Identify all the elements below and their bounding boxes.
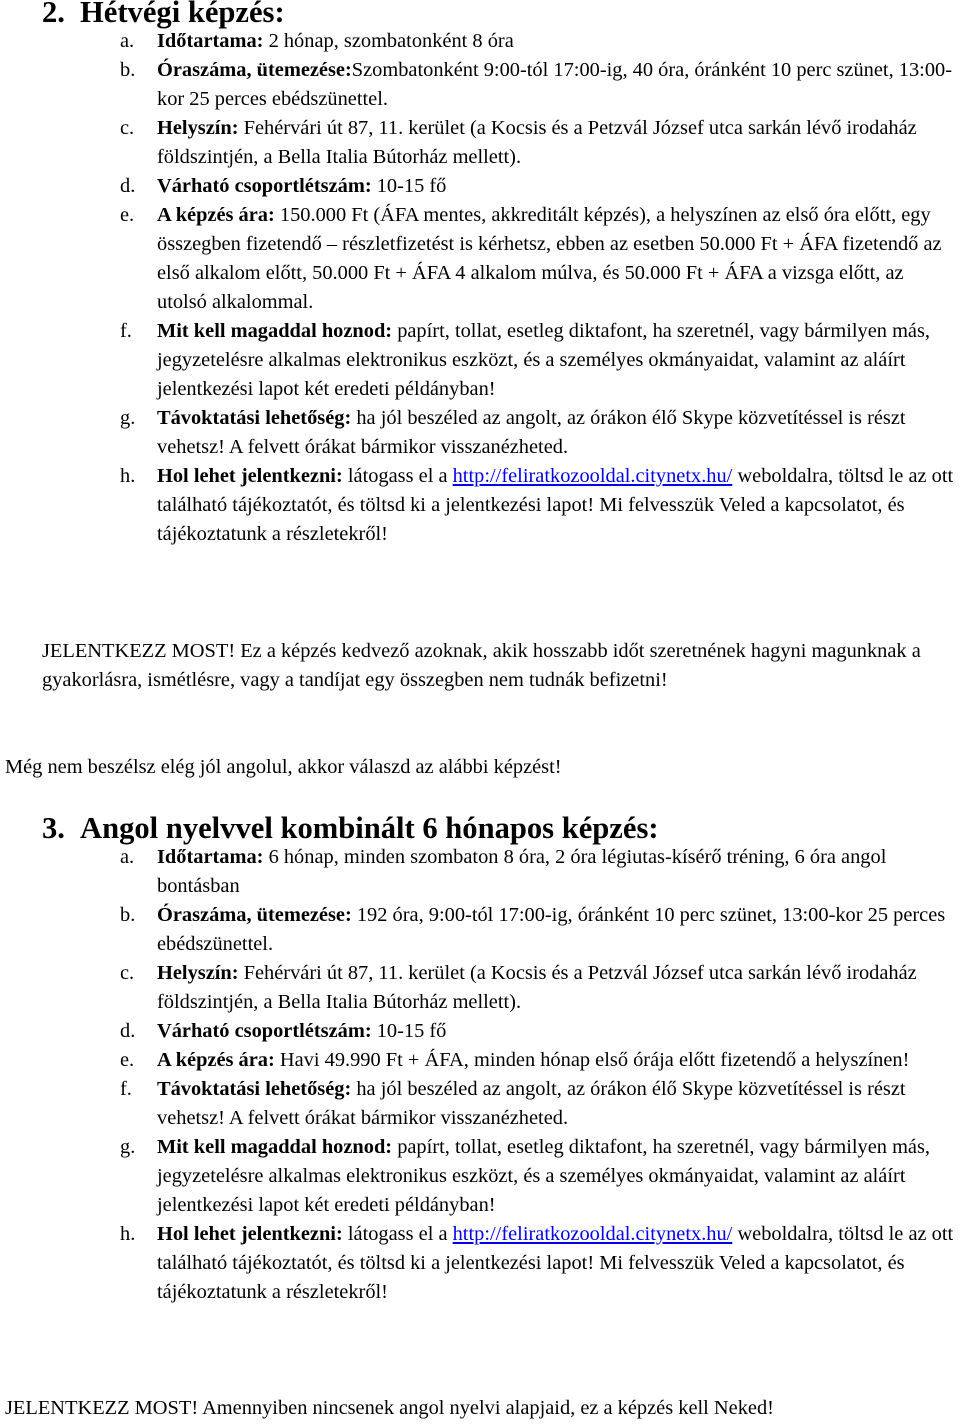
item-marker: d. bbox=[120, 1020, 136, 1042]
list-item bbox=[0, 56, 957, 114]
item-text: Havi 49.990 Ft + ÁFA, minden hónap első órája előtt fizetendő a helyszínen! bbox=[274, 1049, 910, 1071]
list-item bbox=[0, 843, 957, 901]
list-item bbox=[0, 1017, 957, 1046]
list-item bbox=[0, 901, 957, 959]
list-item bbox=[0, 201, 957, 317]
item-text: ha jól beszéled az angolt, az órákon élő Skype közvetítéssel is részt vehetsz! A felvett órákat bármikor visszanézheted. bbox=[157, 1078, 906, 1129]
item-marker: d. bbox=[120, 175, 136, 197]
item-label: Helyszín: bbox=[157, 117, 239, 139]
item-label: Hol lehet jelentkezni: bbox=[157, 1223, 343, 1245]
item-label: Időtartama: bbox=[157, 846, 264, 868]
item-marker: g. bbox=[120, 1136, 136, 1158]
final-call-to-action: JELENTKEZZ MOST! Amennyiben nincsenek angol nyelvi alapjaid, ez a képzés kell Neked! bbox=[5, 1397, 774, 1419]
call-to-action-paragraph: JELENTKEZZ MOST! Ez a képzés kedvező azoknak, akik hosszabb időt szeretnének hagyni magunknak a gyakorlásra, ismétlésre, vagy a tandíjat egy összegben nem tudnák befizetni! bbox=[42, 640, 921, 691]
item-marker: b. bbox=[120, 904, 136, 926]
item-label: A képzés ára: bbox=[157, 204, 275, 226]
section-3-list bbox=[0, 843, 957, 1307]
item-text: ha jól beszéled az angolt, az órákon élő Skype közvetítéssel is részt vehetsz! A felvett órákat bármikor visszanézheted. bbox=[157, 407, 906, 458]
item-text: Szombatonként 9:00-tól 17:00-ig, 40 óra, óránként 10 perc szünet, 13:00-kor 25 perces ebédszünettel. bbox=[157, 59, 953, 110]
item-text: 10-15 fő bbox=[371, 1020, 447, 1042]
item-text: 150.000 Ft (ÁFA mentes, akkreditált képzés), a helyszínen az első óra előtt, egy összegben fizetendő – részletfizetést is kérhetsz, ebben az esetben 50.000 Ft + ÁFA fizetendő az első alkalom előtt, 50.000 Ft + ÁFA 4 alkalom múlva, és 50.000 Ft + ÁFA a vizsga előtt, az utolsó alkalommal. bbox=[157, 204, 942, 313]
signup-link[interactable]: http://feliratkozooldal.citynetx.hu/ bbox=[452, 1223, 733, 1245]
list-item bbox=[0, 959, 957, 1017]
item-text: Fehérvári út 87, 11. kerület (a Kocsis és a Petzvál József utca sarkán lévő irodaház földszintjén, a Bella Italia Bútorház mellett). bbox=[157, 117, 917, 168]
item-text: 192 óra, 9:00-tól 17:00-ig, óránként 10 perc szünet, 13:00-kor 25 perces ebédszünettel. bbox=[157, 904, 946, 955]
list-item bbox=[0, 1220, 957, 1307]
item-label: Helyszín: bbox=[157, 962, 239, 984]
section-number: 2. bbox=[42, 0, 65, 29]
list-item bbox=[0, 1046, 957, 1075]
list-item bbox=[0, 114, 957, 172]
item-marker: c. bbox=[120, 117, 135, 139]
item-text-after: weboldalra, töltsd le az ott található tájékoztatót, és töltsd ki a jelentkezési lapot! Mi felvesszük Veled a kapcsolatot, és tájékoztatunk a részletekről! bbox=[157, 465, 954, 545]
item-label: Óraszáma, ütemezése: bbox=[157, 59, 352, 81]
item-text: Fehérvári út 87, 11. kerület (a Kocsis és a Petzvál József utca sarkán lévő irodaház földszintjén, a Bella Italia Bútorház mellett). bbox=[157, 962, 917, 1013]
item-label: Várható csoportlétszám: bbox=[157, 175, 372, 197]
section-title: Angol nyelvvel kombinált 6 hónapos képzés: bbox=[80, 811, 659, 845]
section-2-heading bbox=[42, 0, 285, 27]
item-label: Időtartama: bbox=[157, 30, 264, 52]
list-item bbox=[0, 462, 957, 549]
item-label: Mit kell magaddal hoznod: bbox=[157, 1136, 393, 1158]
list-item bbox=[0, 1133, 957, 1220]
item-text-after: weboldalra, töltsd le az ott található tájékoztatót, és töltsd ki a jelentkezési lapot! Mi felvesszük Veled a kapcsolatot, és tájékoztatunk a részletekről! bbox=[157, 1223, 954, 1303]
item-text: 6 hónap, minden szombaton 8 óra, 2 óra légiutas-kísérő tréning, 6 óra angol bontásban bbox=[157, 846, 887, 897]
item-marker: e. bbox=[120, 1049, 135, 1071]
item-marker: g. bbox=[120, 407, 136, 429]
item-label: Várható csoportlétszám: bbox=[157, 1020, 372, 1042]
item-marker: b. bbox=[120, 59, 136, 81]
list-item bbox=[0, 172, 957, 201]
section-title: Hétvégi képzés: bbox=[80, 0, 285, 29]
item-label: Hol lehet jelentkezni: bbox=[157, 465, 343, 487]
item-label: Óraszáma, ütemezése: bbox=[157, 904, 352, 926]
item-text: papírt, tollat, esetleg diktafont, ha szeretnél, vagy bármilyen más, jegyzetelésre alkalmas elektronikus eszközt, és a személyes okmányaidat, valamint az aláírt jelentkezési lapot két eredeti példányban! bbox=[157, 320, 931, 400]
item-label: Távoktatási lehetőség: bbox=[157, 1078, 352, 1100]
item-text: papírt, tollat, esetleg diktafont, ha szeretnél, vagy bármilyen más, jegyzetelésre alkalmas elektronikus eszközt, és a személyes okmányaidat, valamint az aláírt jelentkezési lapot két eredeti példányban! bbox=[157, 1136, 931, 1216]
item-marker: a. bbox=[120, 30, 135, 52]
item-marker: h. bbox=[120, 1223, 136, 1245]
item-label: Mit kell magaddal hoznod: bbox=[157, 320, 393, 342]
section-number: 3. bbox=[42, 811, 65, 845]
signup-link[interactable]: http://feliratkozooldal.citynetx.hu/ bbox=[452, 465, 733, 487]
item-text: látogass el a bbox=[342, 465, 453, 487]
section-3-heading bbox=[42, 811, 659, 845]
section-2-list bbox=[0, 27, 957, 549]
item-label: Távoktatási lehetőség: bbox=[157, 407, 352, 429]
item-marker: h. bbox=[120, 465, 136, 487]
item-marker: c. bbox=[120, 962, 135, 984]
list-item bbox=[0, 404, 957, 462]
item-marker: f. bbox=[120, 1078, 132, 1100]
list-item bbox=[0, 1075, 957, 1133]
item-marker: a. bbox=[120, 846, 135, 868]
item-label: A képzés ára: bbox=[157, 1049, 275, 1071]
item-text: 2 hónap, szombatonként 8 óra bbox=[263, 30, 514, 52]
item-marker: e. bbox=[120, 204, 135, 226]
recommendation-text: Még nem beszélsz elég jól angolul, akkor válaszd az alábbi képzést! bbox=[5, 756, 562, 778]
list-item bbox=[0, 317, 957, 404]
item-text: 10-15 fő bbox=[371, 175, 447, 197]
item-text: látogass el a bbox=[342, 1223, 453, 1245]
list-item bbox=[0, 27, 957, 56]
item-marker: f. bbox=[120, 320, 132, 342]
